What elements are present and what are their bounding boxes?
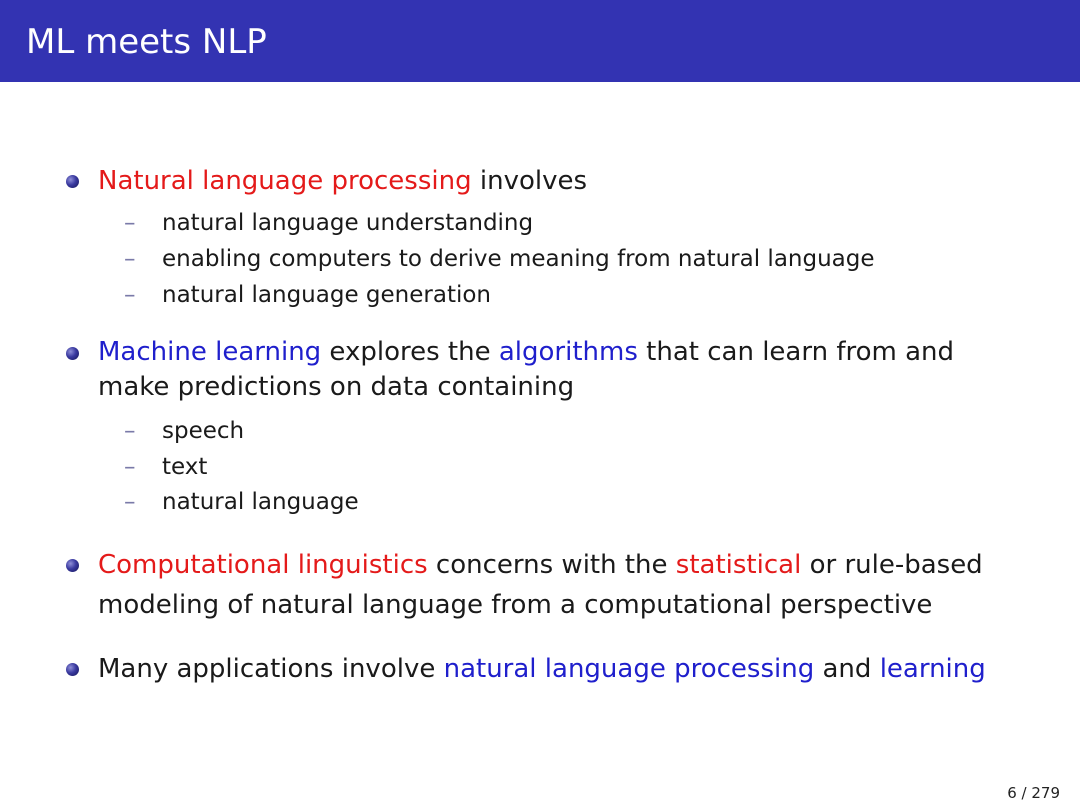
dash-marker-icon: – [124,210,136,236]
sub-item-text: natural language understanding [162,210,534,236]
sub-item [124,244,875,274]
bullet-text [98,163,1038,199]
bullet-text-part: Many applications involve [98,654,444,684]
sub-item-text: text [162,454,208,480]
sub-item-text: enabling computers to derive meaning from natural language [162,246,875,272]
highlight-term: statistical [675,550,802,580]
highlight-term: learning [879,654,986,684]
dash-marker-icon: – [124,489,136,515]
dash-marker-icon: – [124,454,136,480]
bullet-ball-icon [66,347,79,360]
sub-item-text: natural language generation [162,282,491,308]
bullet-text [98,651,1038,687]
bullet-text [98,545,1038,625]
highlight-term: Machine learning [98,337,322,367]
dash-marker-icon: – [124,418,136,444]
sub-item [124,416,244,446]
bullet-text-line2: modeling of natural language from a computational perspective [98,590,933,620]
bullet-ball-icon [66,663,79,676]
highlight-term: Computational linguistics [98,550,428,580]
sub-item [124,208,533,238]
bullet-text-part: and [814,654,880,684]
bullet-text-line2: make predictions on data containing [98,372,575,402]
highlight-term: algorithms [498,337,638,367]
bullet-ball-icon [66,559,79,572]
highlight-term: Natural language processing [98,166,472,196]
bullet-ball-icon [66,175,79,188]
highlight-term: natural language processing [443,654,815,684]
sub-item [124,487,359,517]
bullet-text-part: that can learn from and [637,337,955,367]
bullet-text-rest: involves [471,166,588,196]
dash-marker-icon: – [124,282,136,308]
sub-item [124,280,491,310]
sub-item [124,452,207,482]
page-number: 6 / 279 [1007,784,1060,802]
bullet-text [98,335,1038,405]
bullet-text-part: concerns with the [427,550,676,580]
dash-marker-icon: – [124,246,136,272]
sub-item-text: speech [162,418,245,444]
slide-title: ML meets NLP [26,22,267,62]
sub-item-text: natural language [162,489,359,515]
bullet-text-part: or rule-based [801,550,983,580]
bullet-text-part: explores the [321,337,499,367]
